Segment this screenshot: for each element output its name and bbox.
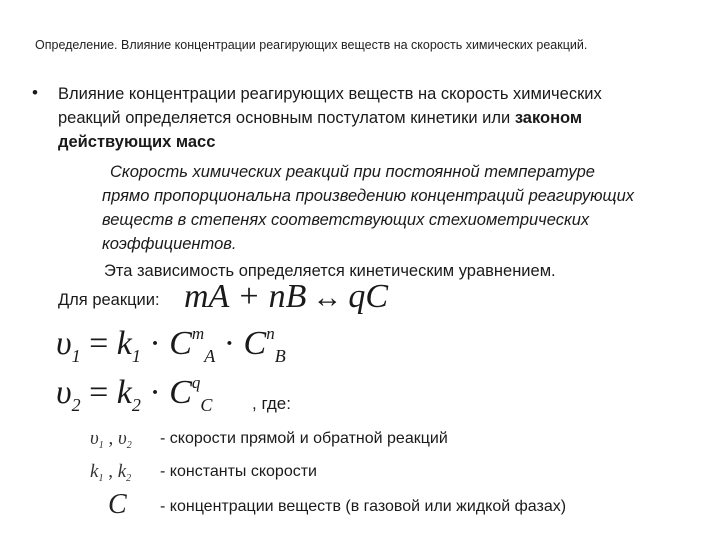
main-paragraph bbox=[58, 82, 602, 154]
quote-line-2: прямо пропорциональна произведению концентраций реагирующих bbox=[102, 187, 635, 205]
legend-symbol-concentration: C bbox=[108, 489, 127, 520]
eq1-v: υ bbox=[56, 325, 72, 362]
eq1-c2-sup: n bbox=[266, 324, 275, 343]
quote-line-1: Скорость химических реакций при постоянной температуре bbox=[110, 163, 595, 181]
legend-k1-sub: 1 bbox=[98, 473, 104, 484]
rate-equation-forward bbox=[56, 324, 286, 367]
law-name-part1: законом bbox=[514, 109, 583, 127]
quote-line-4: коэффициентов. bbox=[102, 235, 237, 253]
eq2-dot: · bbox=[140, 374, 170, 411]
eq1-v-sub: 1 bbox=[71, 346, 81, 366]
eq2-c-sup: q bbox=[191, 373, 201, 392]
eq1-c1-sup: m bbox=[191, 324, 205, 343]
legend-sep-1: , bbox=[103, 428, 118, 449]
quote-line-3: веществ в степенях соответствующих стехиометрических bbox=[102, 211, 590, 229]
eq1-c1: C bbox=[169, 325, 192, 362]
para-line-2-text: реакций определяется основным постулатом кинетики или bbox=[58, 109, 515, 127]
eq1-c2: C bbox=[243, 325, 267, 362]
legend-k2-sub: 2 bbox=[126, 473, 132, 484]
para-line-2 bbox=[58, 106, 602, 130]
para-line-1: Влияние концентрации реагирующих веществ на скорость химических bbox=[58, 85, 602, 103]
eq1-c1-sub: A bbox=[204, 346, 216, 366]
legend-sep-2: , bbox=[103, 461, 118, 482]
para-line-3 bbox=[58, 130, 602, 154]
eq2-v-sub: 2 bbox=[71, 395, 81, 415]
legend-k1: k bbox=[90, 461, 99, 482]
legend-text-constants: - константы скорости bbox=[160, 463, 317, 480]
reaction-left: mA + nB bbox=[184, 278, 307, 315]
where-label: , где: bbox=[252, 394, 291, 413]
bullet-marker: • bbox=[32, 83, 38, 102]
reaction-right: qC bbox=[348, 278, 389, 315]
law-statement bbox=[102, 160, 635, 256]
eq1-equals: = bbox=[80, 325, 117, 362]
dependence-note: Эта зависимость определяется кинетическим уравнением. bbox=[104, 262, 556, 280]
law-name-part2: действующих масс bbox=[58, 133, 216, 151]
legend-v2: υ bbox=[117, 428, 127, 449]
eq2-v: υ bbox=[56, 374, 72, 411]
eq2-c: C bbox=[169, 374, 192, 411]
eq2-k: k bbox=[116, 374, 132, 411]
eq2-equals: = bbox=[80, 374, 117, 411]
legend-text-rates: - скорости прямой и обратной реакций bbox=[160, 430, 448, 447]
eq1-dot-2: · bbox=[215, 325, 244, 362]
for-reaction-label: Для реакции: bbox=[58, 291, 160, 309]
rate-equation-reverse bbox=[56, 373, 212, 416]
slide-title: Определение. Влияние концентрации реагирующих веществ на скорость химических реакций. bbox=[35, 38, 588, 52]
legend-symbols-constants bbox=[90, 461, 131, 484]
legend-v2-sub: 2 bbox=[126, 440, 132, 451]
equilibrium-arrow-icon: ↔ bbox=[312, 281, 343, 314]
eq1-k: k bbox=[116, 325, 132, 362]
legend-text-concentration: - концентрации веществ (в газовой или жидкой фазах) bbox=[160, 498, 567, 515]
legend-k2: k bbox=[117, 461, 127, 482]
eq1-c2-sub: B bbox=[274, 346, 286, 366]
eq1-k-sub: 1 bbox=[131, 346, 141, 366]
legend-v1: υ bbox=[90, 428, 99, 449]
reaction-equation bbox=[184, 278, 388, 316]
legend-symbols-rates bbox=[90, 428, 132, 451]
eq2-c-sub: C bbox=[200, 395, 213, 415]
eq2-k-sub: 2 bbox=[131, 395, 141, 415]
legend-v1-sub: 1 bbox=[98, 440, 104, 451]
eq1-dot: · bbox=[140, 325, 170, 362]
